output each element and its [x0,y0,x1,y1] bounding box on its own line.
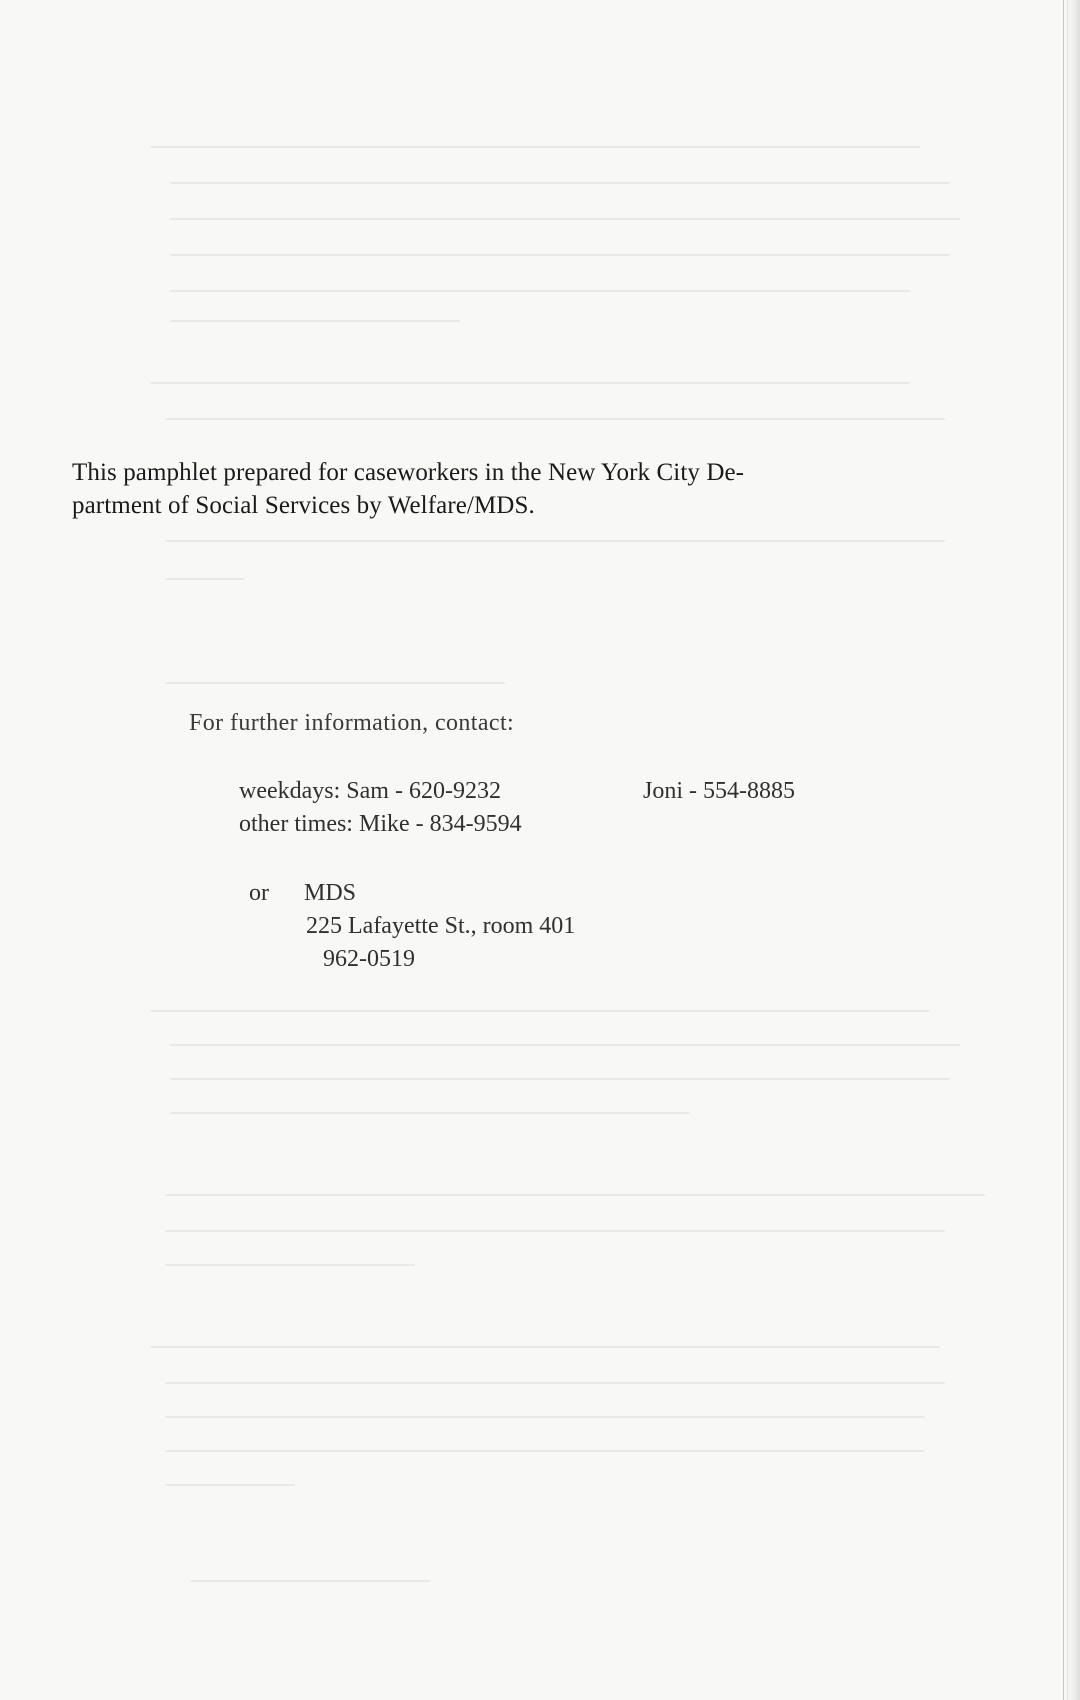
bleed-through-line [170,1112,690,1114]
bleed-through-line [170,290,910,292]
org-name: MDS [304,880,357,906]
preparer-notice-line-1: This pamphlet prepared for caseworkers in the New York City De- [72,459,745,486]
bleed-through-line [170,182,950,184]
bleed-through-line [165,1194,985,1196]
contact-heading: For further information, contact: [189,710,515,736]
bleed-through-line [165,1450,925,1452]
page-edge [1067,0,1080,1700]
bleed-through-line [150,1010,930,1012]
org-address: 225 Lafayette St., room 401 [306,913,576,939]
or-label: or [249,880,269,906]
bleed-through-line [165,540,945,542]
bleed-through-line [150,382,910,384]
bleed-through-line [165,682,505,684]
weekdays-contact: weekdays: Sam - 620-9232 [239,778,501,804]
bleed-through-line [165,1230,945,1232]
weekdays-alt-contact: Joni - 554-8885 [643,778,795,804]
bleed-through-line [170,254,950,256]
bleed-through-line [170,218,960,220]
bleed-through-line [170,1044,960,1046]
bleed-through-line [165,1484,295,1486]
bleed-through-line [165,578,245,580]
bleed-through-line [165,1416,925,1418]
preparer-notice-line-2: partment of Social Services by Welfare/MDS. [72,492,535,519]
preparer-notice [72,456,952,522]
page-fold-line [1063,0,1064,1700]
bleed-through-line [165,1382,945,1384]
bleed-through-line [190,1580,430,1582]
bleed-through-line [150,146,920,148]
bleed-through-line [150,1346,940,1348]
bleed-through-line [165,418,945,420]
other-times-contact: other times: Mike - 834-9594 [239,811,522,837]
bleed-through-line [170,320,460,322]
bleed-through-line [170,1078,950,1080]
bleed-through-line [165,1264,415,1266]
org-phone: 962-0519 [323,946,415,972]
